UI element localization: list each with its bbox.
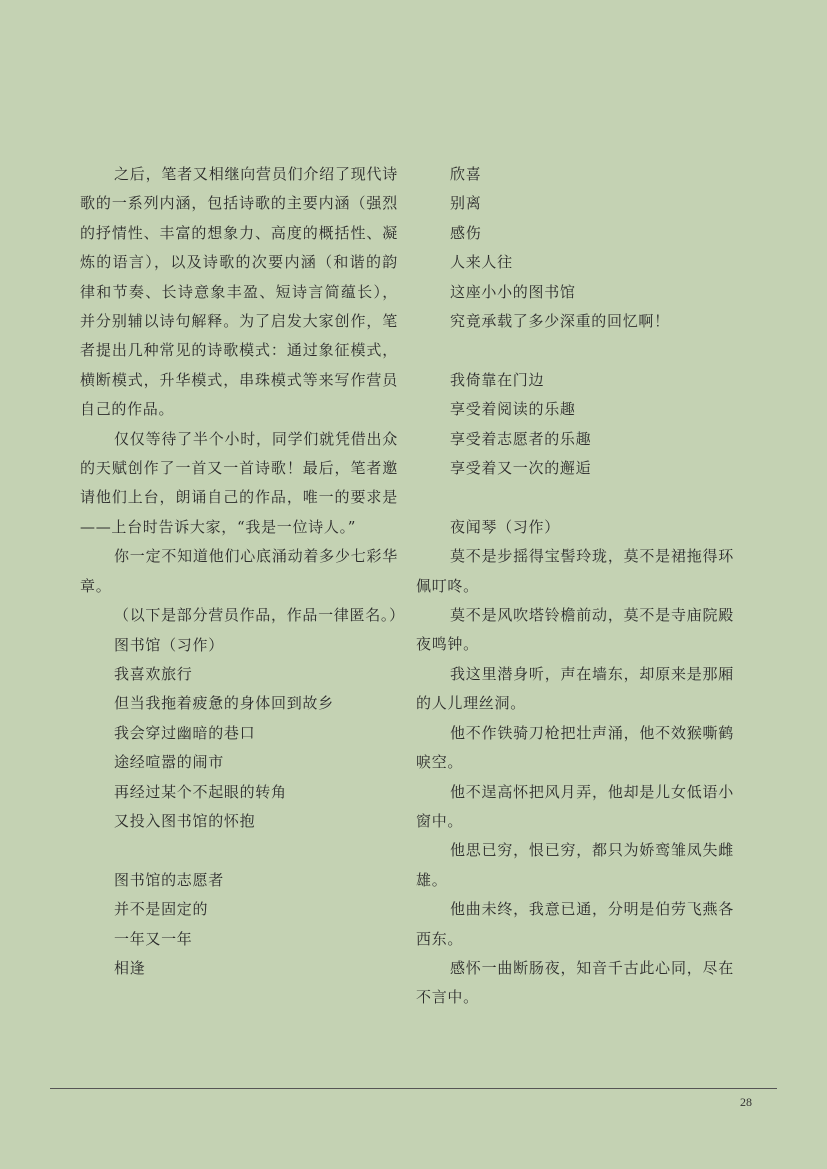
poem-line: 享受着又一次的邂逅 (450, 459, 592, 478)
poem-line: 途经喧嚣的闹市 (114, 753, 224, 772)
paragraph: 你一定不知道他们心底涌动着多少七彩华章。 (80, 547, 398, 595)
poem-line: 相逢 (114, 958, 146, 977)
paragraph: 他不逞高怀把风月弄，他却是儿女低语小窗中。 (416, 782, 734, 830)
poem-line: 究竟承载了多少深重的回忆啊！ (450, 312, 670, 331)
poem-line: 我会穿过幽暗的巷口 (114, 723, 256, 742)
right-column (416, 160, 734, 1013)
paragraph: 仅仅等待了半个小时，同学们就凭借出众的天赋创作了一首又一首诗歌！最后，笔者邀请他们上台，朗诵自己的作品，唯一的要求是——上台时告诉大家，“我是一位诗人。” (80, 429, 398, 536)
poem-line: 我喜欢旅行 (114, 664, 193, 683)
poem-line: 图书馆的志愿者 (114, 870, 224, 889)
poem-line: 我倚靠在门边 (450, 370, 545, 389)
paragraph: 他思已穷，恨已穷，都只为娇鸾雏凤失雌雄。 (416, 841, 734, 889)
poem-line: 享受着志愿者的乐趣 (450, 429, 592, 448)
poem-line: 夜闻琴（习作） (450, 517, 560, 536)
paragraph: 莫不是步摇得宝髻玲珑，莫不是裙拖得环佩叮咚。 (416, 547, 734, 595)
poem-line: 欣喜 (450, 165, 482, 183)
poem-line: 一年又一年 (114, 929, 193, 948)
poem-line: 享受着阅读的乐趣 (450, 400, 576, 419)
paragraph: 我这里潜身听，声在墙东，却原来是那厢的人儿理丝洞。 (416, 664, 734, 713)
paragraph: 莫不是风吹塔铃檐前动，莫不是寺庙院殿夜鸣钟。 (416, 606, 734, 654)
paragraph: 他不作铁骑刀枪把壮声涌，他不效猴嘶鹤唳空。 (416, 723, 734, 772)
poem-line: 但当我拖着疲惫的身体回到故乡 (114, 694, 334, 713)
paragraph: 感怀一曲断肠夜，知音千古此心同，尽在不言中。 (416, 958, 734, 1007)
poem-line: 再经过某个不起眼的转角 (114, 782, 287, 801)
poem-line: 并不是固定的 (114, 900, 209, 919)
page-number: 28 (740, 1095, 752, 1109)
poem-line: 这座小小的图书馆 (450, 282, 576, 301)
blank-line (416, 336, 734, 365)
poem-line: 又投入图书馆的怀抱 (114, 811, 256, 830)
blank-line (80, 836, 398, 865)
poem-line: 人来人往 (450, 253, 513, 272)
paragraph: （以下是部分营员作品，作品一律匿名。） (114, 606, 405, 625)
blank-line (416, 483, 734, 512)
poem-line: 别离 (450, 194, 482, 213)
paragraph: 他曲未终，我意已通，分明是伯劳飞燕各西东。 (416, 900, 734, 948)
poem-line: 图书馆（习作） (114, 635, 224, 654)
poem-line: 感伤 (450, 223, 482, 242)
footer-rule (50, 1088, 777, 1089)
paragraph: 之后，笔者又相继向营员们介绍了现代诗歌的一系列内涵，包括诗歌的主要内涵（强烈的抒情性、丰富的想象力、高度的概括性、凝炼的语言），以及诗歌的次要内涵（和谐的韵律和节奏、长诗意象丰盈、短诗言简蕴长），并分别辅以诗句解释。为了启发大家创作，笔者提出几种常见的诗歌模式：通过象征模式，横断模式，升华模式，串珠模式等来写作营员自己的作品。 (80, 165, 398, 419)
left-column (80, 160, 405, 983)
